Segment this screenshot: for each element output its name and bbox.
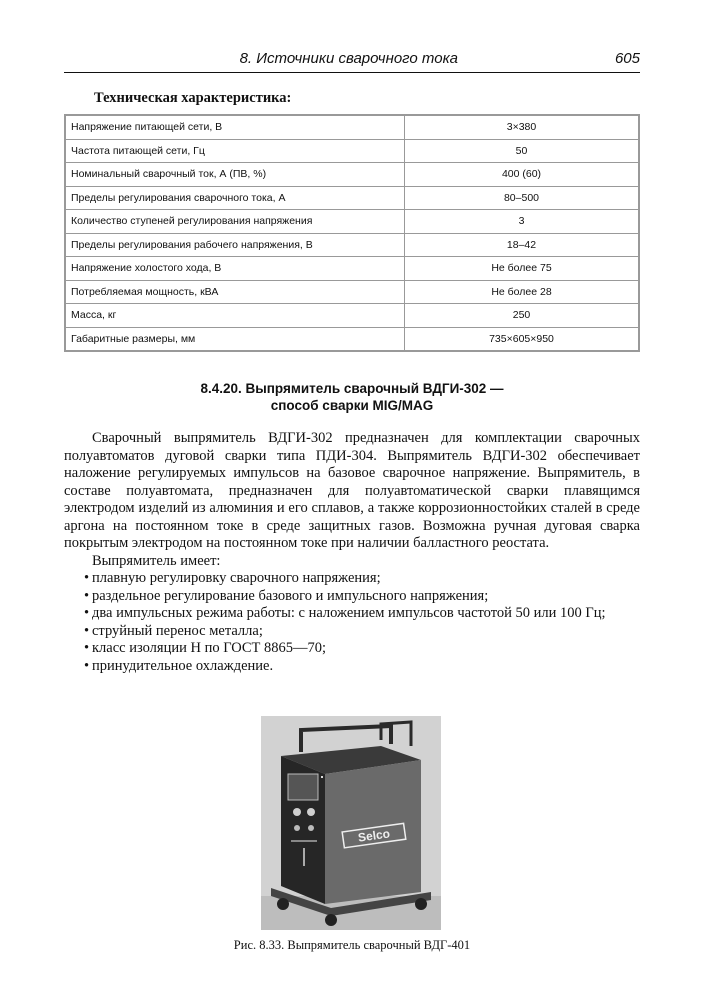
bullet-icon: • [84,622,90,639]
brand-label: Selco [357,826,391,845]
spec-row [65,257,639,281]
spec-value: Не более 28 [405,280,640,304]
spec-parameter: Напряжение питающей сети, В [65,115,405,139]
spec-value: 50 [405,139,640,163]
feature-item [64,640,640,658]
spec-value: 18–42 [405,233,640,257]
rectifier-illustration [261,716,441,930]
feature-text: класс изоляции Н по ГОСТ 8865—70; [92,640,327,656]
section-heading [64,380,640,414]
spec-value: Не более 75 [405,257,640,281]
feature-text: плавную регулировку сварочного напряжения; [92,570,381,586]
spec-parameter: Частота питающей сети, Гц [65,139,405,163]
spec-table-title: Техническая характеристика: [94,90,292,106]
spec-parameter: Масса, кг [65,304,405,328]
bullet-icon: • [84,640,90,656]
spec-row [65,210,639,234]
description-paragraph: Сварочный выпрямитель ВДГИ-302 предназначен для комплектации сварочных полуавтоматов дуговой сварки типа ПДИ-304. Выпрямитель ВДГИ-302 обеспечивает наложение регулируемых импульсов на базовое сварочное напряжение. Выпрямитель, в составе полуавтомата, предназначен для полуавтоматической сварки плавящимся электродом изделий из алюминия и его сплавов, а также коррозионностойких сталей в среде аргона на постоянном токе в среде защитных газов. Возможна ручная дуговая сварка покрытым электродом на постоянном токе при наличии балластного реостата. [64,430,640,551]
feature-text: струйный перенос металла; [92,622,263,639]
feature-item [64,570,640,588]
spec-row [65,280,639,304]
feature-item [64,623,640,641]
list-intro: Выпрямитель имеет: [92,552,221,569]
spec-parameter: Потребляемая мощность, кВА [65,280,405,304]
spec-parameter: Количество ступеней регулирования напряжения [65,210,405,234]
spec-row [65,327,639,351]
feature-item [64,588,640,606]
spec-row [65,115,639,139]
spec-row [65,186,639,210]
spec-parameter: Напряжение холостого хода, В [65,257,405,281]
feature-list [64,570,640,675]
spec-row [65,233,639,257]
section-heading-line2: способ сварки MIG/MAG [270,398,434,413]
bullet-icon: • [84,657,90,674]
spec-parameter: Номинальный сварочный ток, А (ПВ, %) [65,163,405,187]
spec-value: 250 [405,304,640,328]
spec-parameter: Пределы регулирования рабочего напряжения, В [65,233,405,257]
feature-text: раздельное регулирование базового и импульсного напряжения; [92,587,489,604]
spec-parameter: Пределы регулирования сварочного тока, А [65,186,405,210]
spec-parameter: Габаритные размеры, мм [65,327,405,351]
feature-item [64,658,640,676]
feature-item [64,605,640,623]
chapter-title: 8. Источники сварочного тока [239,50,458,67]
spec-row [65,304,639,328]
bullet-icon: • [84,605,90,621]
spec-row [65,139,639,163]
bullet-icon: • [84,570,90,586]
feature-text: два импульсных режима работы: с наложением импульсов частотой 50 или 100 Гц; [92,605,606,621]
spec-value: 80–500 [405,186,640,210]
spec-value: 400 (60) [405,163,640,187]
rectifier-photo [261,716,441,930]
bullet-icon: • [84,587,90,604]
spec-value: 735×605×950 [405,327,640,351]
running-header [64,50,640,73]
feature-text: принудительное охлаждение. [92,657,274,674]
page-number: 605 [614,50,640,67]
spec-value: 3 [405,210,640,234]
spec-row [65,163,639,187]
figure-caption: Рис. 8.33. Выпрямитель сварочный ВДГ-401 [233,938,471,952]
section-heading-line1: 8.4.20. Выпрямитель сварочный ВДГИ-302 — [200,381,504,396]
body-text [64,430,640,675]
spec-table [64,114,640,352]
spec-value: 3×380 [405,115,640,139]
